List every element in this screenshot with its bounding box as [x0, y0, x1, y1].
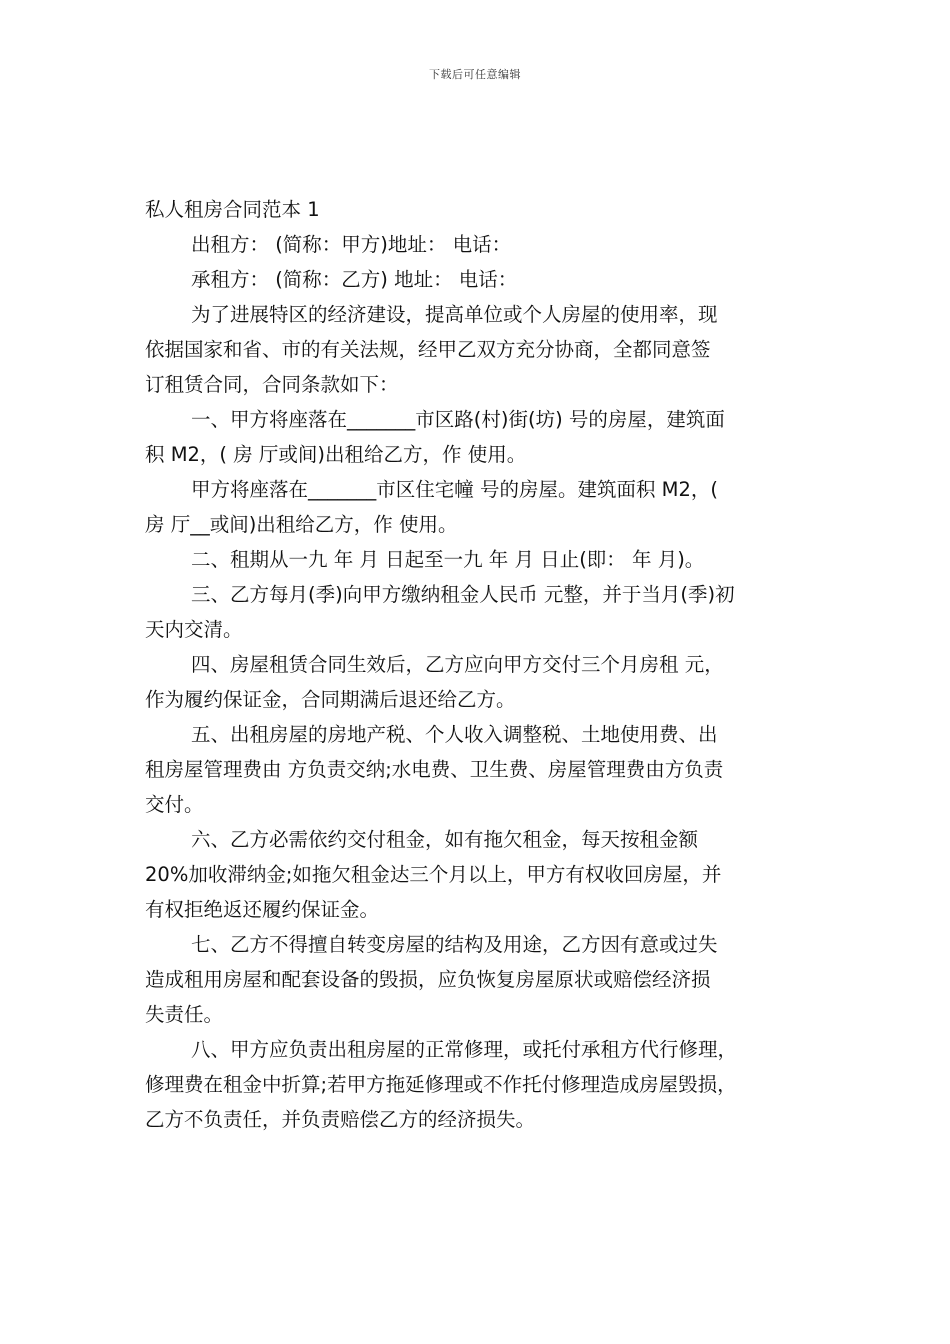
clause-line: 积 M2，( 房 厅或间)出租给乙方，作 使用。: [145, 443, 527, 466]
document-title: 私人租房合同范本 1: [145, 198, 320, 221]
paragraph-line: 订租赁合同，合同条款如下：: [145, 373, 399, 396]
clause-line: 五、出租房屋的房地产税、个人收入调整税、土地使用费、出: [191, 723, 718, 746]
clause-line: 七、乙方不得擅自转变房屋的结构及用途，乙方因有意或过失: [191, 933, 718, 956]
lessor-line: 出租方： (简称：甲方)地址： 电话：: [191, 233, 512, 256]
clause-line: 20%加收滞纳金;如拖欠租金达三个月以上，甲方有权收回房屋，并: [145, 863, 722, 886]
lessee-line: 承租方： (简称：乙方) 地址： 电话：: [191, 268, 518, 291]
clause-line: 三、乙方每月(季)向甲方缴纳租金人民币 元整，并于当月(季)初: [191, 583, 735, 606]
clause-line: 甲方将座落在_______市区住宅幢 号的房屋。建筑面积 M2，(: [191, 478, 718, 501]
clause-line: 造成租用房屋和配套设备的毁损，应负恢复房屋原状或赔偿经济损: [145, 968, 711, 991]
page-header-note: 下载后可任意编辑: [429, 68, 521, 81]
paragraph-line: 为了进展特区的经济建设，提高单位或个人房屋的使用率，现: [191, 303, 718, 326]
clause-line: 作为履约保证金，合同期满后退还给乙方。: [145, 688, 516, 711]
clause-line: 修理费在租金中折算;若甲方拖延修理或不作托付修理造成房屋毁损，: [145, 1073, 737, 1096]
clause-line: 一、甲方将座落在_______市区路(村)街(坊) 号的房屋，建筑面: [191, 408, 725, 431]
clause-line: 有权拒绝返还履约保证金。: [145, 898, 380, 921]
clause-line: 房 厅__或间)出租给乙方，作 使用。: [145, 513, 458, 536]
clause-line: 六、乙方必需依约交付租金，如有拖欠租金，每天按租金额: [191, 828, 699, 851]
clause-line: 八、甲方应负责出租房屋的正常修理，或托付承租方代行修理，: [191, 1038, 738, 1061]
clause-line: 乙方不负责任，并负责赔偿乙方的经济损失。: [145, 1108, 536, 1131]
clause-line: 租房屋管理费由 方负责交纳;水电费、卫生费、房屋管理费由方负责: [145, 758, 724, 781]
clause-line: 天内交清。: [145, 618, 243, 641]
clause-line: 失责任。: [145, 1003, 224, 1026]
clause-line: 交付。: [145, 793, 204, 816]
clause-line: 四、房屋租赁合同生效后，乙方应向甲方交付三个月房租 元，: [191, 653, 724, 676]
paragraph-line: 依据国家和省、市的有关法规，经甲乙双方充分协商，全都同意签: [145, 338, 711, 361]
document-body: [145, 192, 807, 1137]
clause-line: 二、租期从一九 年 月 日起至一九 年 月 日止(即： 年 月)。: [191, 548, 705, 571]
